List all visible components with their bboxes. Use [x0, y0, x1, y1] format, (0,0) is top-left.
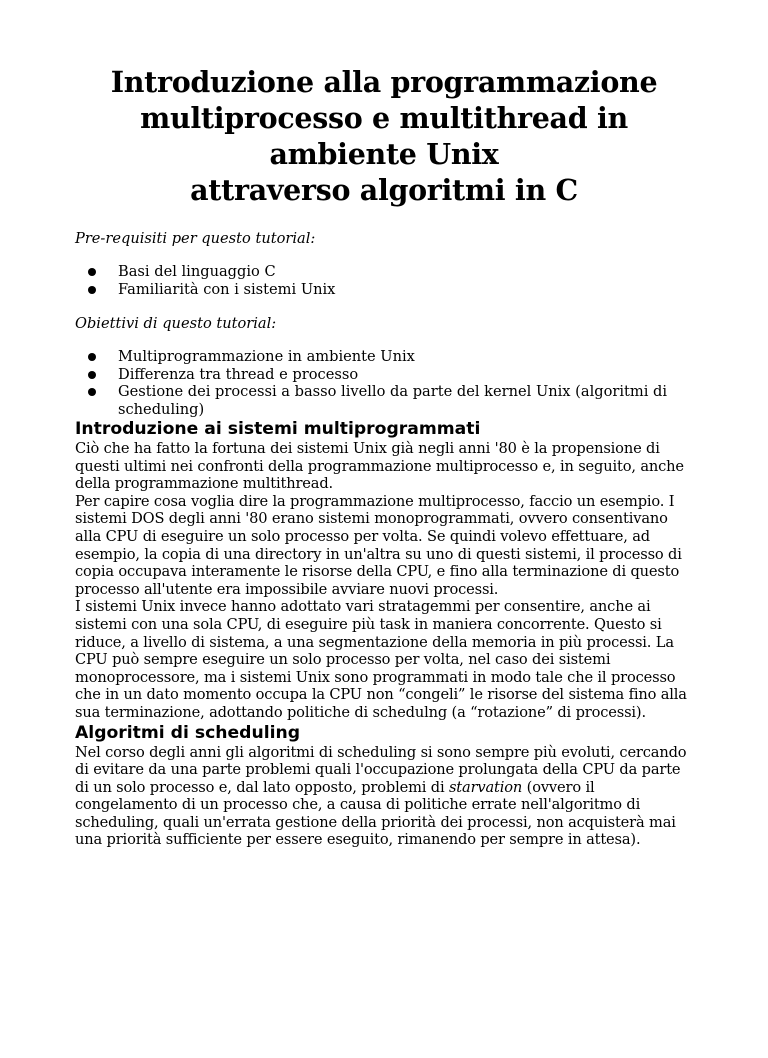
section-heading-multiprogramming: Introduzione ai sistemi multiprogrammati	[75, 419, 481, 439]
list-item-text: Differenza tra thread e processo	[118, 365, 359, 383]
list-item	[75, 383, 693, 418]
paragraph: I sistemi Unix invece hanno adottato vari stratagemmi per consentire, anche ai sistemi con una sola CPU, di eseguire più task in maniera concorrente. Questo si riduce, a livello di sistema, a una segmentazione della memoria in più processi. La CPU può sempre eseguire un solo processo per volta, nel caso dei sistemi monoprocessore, ma i sistemi Unix sono programmati in modo tale che il processo che in un dato momento occupa la CPU non “congeli” le risorse del sistema fino alla sua terminazione, adottando politiche di schedulng (a “rotazione” di processi).	[75, 598, 687, 721]
title-line-3: attraverso algoritmi in C	[190, 173, 578, 207]
emphasis-term: starvation	[448, 778, 523, 796]
title-line-2: multiprocesso e multithread in ambiente Unix	[140, 101, 628, 171]
list-item	[75, 366, 693, 384]
paragraph-text: (ovvero il congelamento di un processo che, a causa di politiche errate nell'algoritmo di scheduling, quali un'errata gestione della priorità dei processi, non acquisterà mai una priorità sufficiente per essere eseguito, rimanendo per sempre in attesa).	[75, 778, 676, 849]
paragraph-text: Nel corso degli anni gli algoritmi di scheduling si sono sempre più evoluti, cercando di evitare da una parte problemi quali l'occupazione prolungata della CPU da parte di un solo processo e, dal lato opposto, problemi di	[75, 743, 687, 796]
bullet-icon	[88, 286, 96, 294]
bullet-icon	[88, 371, 96, 379]
prerequisites-list	[75, 263, 693, 298]
paragraph: Per capire cosa voglia dire la programmazione multiprocesso, faccio un esempio. I sistemi DOS degli anni '80 erano sistemi monoprogrammati, ovvero consentivano alla CPU di eseguire un solo processo per volta. Se quindi volevo effettuare, ad esempio, la copia di una directory in un'altra su uno di questi sistemi, il processo di copia occupava interamente le risorse della CPU, e fino alla terminazione di questo processo all'utente era impossibile avviare nuovi processi.	[75, 492, 682, 598]
objectives-label: Obiettivi di questo tutorial:	[75, 315, 277, 332]
list-item-text: Familiarità con i sistemi Unix	[118, 280, 336, 298]
bullet-icon	[88, 268, 96, 276]
bullet-icon	[88, 388, 96, 396]
objectives-list	[75, 348, 693, 418]
list-item-text: Multiprogrammazione in ambiente Unix	[118, 348, 415, 365]
paragraph: Ciò che ha fatto la fortuna dei sistemi Unix già negli anni '80 è la propensione di questi ultimi nei confronti della programmazione multiprocesso e, in seguito, anche della programmazione multithread.	[75, 440, 684, 493]
list-item	[75, 263, 693, 281]
list-item-text: Basi del linguaggio C	[118, 263, 276, 280]
document-page	[0, 64, 768, 1058]
prerequisites-label: Pre-requisiti per questo tutorial:	[75, 230, 316, 247]
list-item	[75, 348, 693, 366]
section-heading-scheduling: Algoritmi di scheduling	[75, 722, 301, 743]
list-item-text: Gestione dei processi a basso livello da parte del kernel Unix (algoritmi di scheduling)	[118, 383, 668, 418]
paragraph	[75, 744, 693, 850]
list-item	[75, 281, 693, 299]
document-title	[75, 64, 693, 208]
bullet-icon	[88, 353, 96, 361]
title-line-1: Introduzione alla programmazione	[110, 65, 658, 99]
